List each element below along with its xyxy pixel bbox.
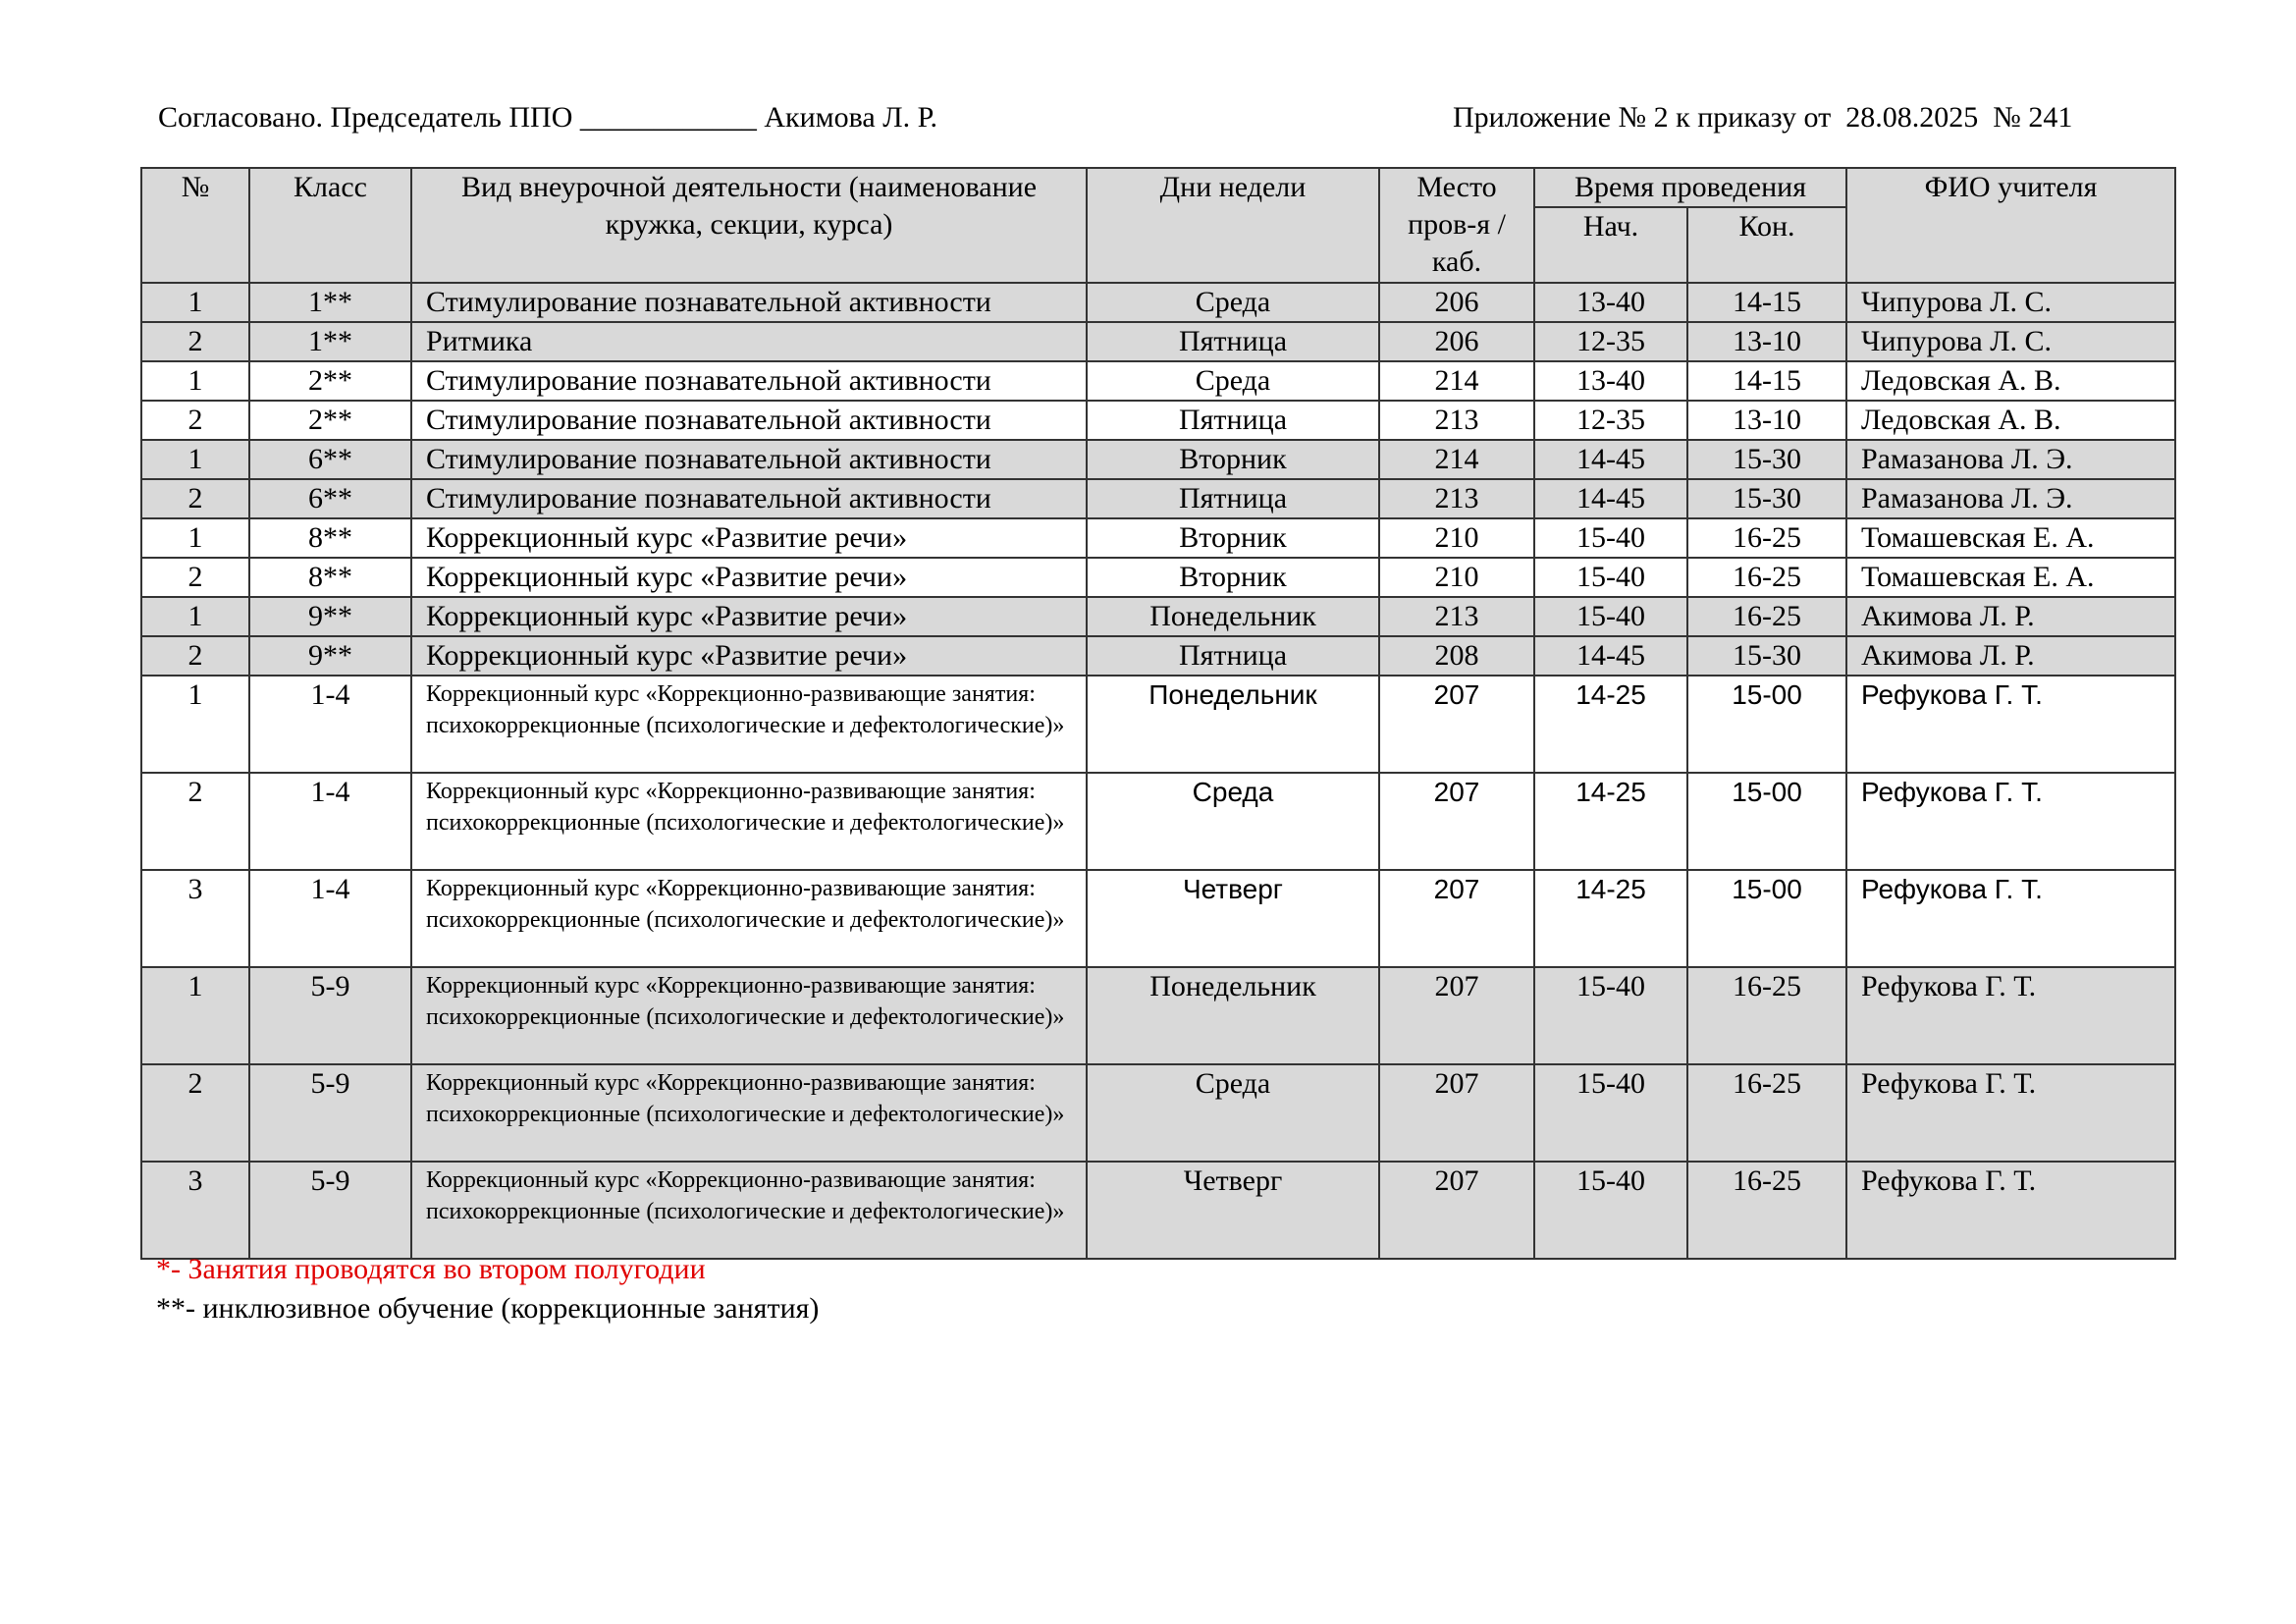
- cell-day: Среда: [1087, 283, 1379, 322]
- cell-class: 2**: [249, 401, 411, 440]
- cell-activity: Стимулирование познавательной активности: [411, 283, 1087, 322]
- cell-room: 207: [1379, 773, 1534, 870]
- cell-num: 1: [141, 518, 249, 558]
- cell-class: 2**: [249, 361, 411, 401]
- cell-room: 208: [1379, 636, 1534, 676]
- cell-end: 15-30: [1687, 636, 1846, 676]
- cell-teacher: Рефукова Г. Т.: [1846, 870, 2175, 967]
- cell-activity: Стимулирование познавательной активности: [411, 479, 1087, 518]
- col-header-num: №: [141, 168, 249, 283]
- cell-num: 2: [141, 1064, 249, 1162]
- cell-teacher: Томашевская Е. А.: [1846, 558, 2175, 597]
- col-header-end: Кон.: [1687, 207, 1846, 283]
- cell-day: Пятница: [1087, 401, 1379, 440]
- cell-activity: Коррекционный курс «Развитие речи»: [411, 518, 1087, 558]
- col-header-start: Нач.: [1534, 207, 1687, 283]
- cell-end: 14-15: [1687, 283, 1846, 322]
- cell-class: 5-9: [249, 1064, 411, 1162]
- col-header-days: Дни недели: [1087, 168, 1379, 283]
- cell-room: 207: [1379, 967, 1534, 1064]
- col-header-time: Время проведения: [1534, 168, 1846, 207]
- cell-class: 5-9: [249, 967, 411, 1064]
- cell-day: Среда: [1087, 773, 1379, 870]
- cell-teacher: Рефукова Г. Т.: [1846, 1064, 2175, 1162]
- cell-num: 3: [141, 870, 249, 967]
- cell-teacher: Рамазанова Л. Э.: [1846, 479, 2175, 518]
- cell-teacher: Рефукова Г. Т.: [1846, 967, 2175, 1064]
- cell-class: 5-9: [249, 1162, 411, 1259]
- cell-end: 15-30: [1687, 479, 1846, 518]
- cell-end: 15-00: [1687, 676, 1846, 773]
- table-row: [141, 1064, 2175, 1162]
- cell-start: 12-35: [1534, 401, 1687, 440]
- cell-class: 1-4: [249, 870, 411, 967]
- table-row: [141, 401, 2175, 440]
- cell-num: 1: [141, 597, 249, 636]
- cell-activity: Коррекционный курс «Коррекционно-развивающие занятия: психокоррекционные (психологические и дефектологические)»: [411, 1162, 1087, 1259]
- table-row: [141, 479, 2175, 518]
- cell-num: 1: [141, 440, 249, 479]
- table-row: [141, 440, 2175, 479]
- cell-end: 16-25: [1687, 597, 1846, 636]
- cell-num: 2: [141, 636, 249, 676]
- cell-room: 213: [1379, 479, 1534, 518]
- cell-day: Среда: [1087, 1064, 1379, 1162]
- cell-teacher: Акимова Л. Р.: [1846, 636, 2175, 676]
- cell-day: Четверг: [1087, 1162, 1379, 1259]
- cell-day: Вторник: [1087, 440, 1379, 479]
- cell-class: 9**: [249, 636, 411, 676]
- cell-teacher: Акимова Л. Р.: [1846, 597, 2175, 636]
- cell-teacher: Чипурова Л. С.: [1846, 283, 2175, 322]
- table-row: [141, 322, 2175, 361]
- cell-start: 14-25: [1534, 676, 1687, 773]
- cell-day: Понедельник: [1087, 967, 1379, 1064]
- cell-end: 15-30: [1687, 440, 1846, 479]
- cell-activity: Коррекционный курс «Коррекционно-развивающие занятия: психокоррекционные (психологические и дефектологические)»: [411, 967, 1087, 1064]
- cell-end: 15-00: [1687, 870, 1846, 967]
- cell-day: Понедельник: [1087, 676, 1379, 773]
- cell-start: 14-45: [1534, 636, 1687, 676]
- cell-start: 15-40: [1534, 558, 1687, 597]
- cell-start: 14-25: [1534, 773, 1687, 870]
- cell-activity: Ритмика: [411, 322, 1087, 361]
- table-row: [141, 1162, 2175, 1259]
- cell-start: 13-40: [1534, 361, 1687, 401]
- cell-day: Вторник: [1087, 518, 1379, 558]
- cell-num: 2: [141, 558, 249, 597]
- cell-start: 15-40: [1534, 518, 1687, 558]
- cell-end: 14-15: [1687, 361, 1846, 401]
- cell-class: 1-4: [249, 676, 411, 773]
- cell-num: 3: [141, 1162, 249, 1259]
- col-header-activity: Вид внеурочной деятельности (наименование кружка, секции, курса): [411, 168, 1087, 283]
- cell-room: 210: [1379, 558, 1534, 597]
- table-row: [141, 283, 2175, 322]
- cell-end: 13-10: [1687, 322, 1846, 361]
- cell-day: Среда: [1087, 361, 1379, 401]
- col-header-teacher: ФИО учителя: [1846, 168, 2175, 283]
- cell-activity: Коррекционный курс «Развитие речи»: [411, 558, 1087, 597]
- cell-class: 1**: [249, 283, 411, 322]
- cell-end: 13-10: [1687, 401, 1846, 440]
- cell-activity: Коррекционный курс «Коррекционно-развивающие занятия: психокоррекционные (психологические и дефектологические)»: [411, 773, 1087, 870]
- approval-line: Согласовано. Председатель ППО ____________ Акимова Л. Р.: [158, 101, 938, 134]
- cell-room: 213: [1379, 597, 1534, 636]
- cell-teacher: Рефукова Г. Т.: [1846, 773, 2175, 870]
- cell-activity: Коррекционный курс «Коррекционно-развивающие занятия: психокоррекционные (психологические и дефектологические)»: [411, 1064, 1087, 1162]
- cell-teacher: Рефукова Г. Т.: [1846, 1162, 2175, 1259]
- cell-num: 1: [141, 676, 249, 773]
- cell-end: 16-25: [1687, 1064, 1846, 1162]
- cell-num: 2: [141, 322, 249, 361]
- cell-teacher: Рефукова Г. Т.: [1846, 676, 2175, 773]
- cell-room: 210: [1379, 518, 1534, 558]
- cell-end: 15-00: [1687, 773, 1846, 870]
- cell-end: 16-25: [1687, 558, 1846, 597]
- cell-room: 214: [1379, 440, 1534, 479]
- cell-start: 14-45: [1534, 479, 1687, 518]
- table-row: [141, 636, 2175, 676]
- cell-num: 1: [141, 283, 249, 322]
- cell-num: 2: [141, 401, 249, 440]
- cell-class: 8**: [249, 518, 411, 558]
- cell-num: 2: [141, 479, 249, 518]
- cell-class: 9**: [249, 597, 411, 636]
- table-row: [141, 518, 2175, 558]
- cell-class: 8**: [249, 558, 411, 597]
- cell-activity: Коррекционный курс «Развитие речи»: [411, 636, 1087, 676]
- table-row: [141, 558, 2175, 597]
- cell-num: 1: [141, 967, 249, 1064]
- cell-num: 1: [141, 361, 249, 401]
- table-row: [141, 967, 2175, 1064]
- cell-activity: Коррекционный курс «Развитие речи»: [411, 597, 1087, 636]
- cell-start: 15-40: [1534, 1162, 1687, 1259]
- footnote-inclusive: **- инклюзивное обучение (коррекционные занятия): [156, 1292, 820, 1325]
- cell-room: 214: [1379, 361, 1534, 401]
- cell-activity: Коррекционный курс «Коррекционно-развивающие занятия: психокоррекционные (психологические и дефектологические)»: [411, 870, 1087, 967]
- cell-teacher: Томашевская Е. А.: [1846, 518, 2175, 558]
- table-row: [141, 361, 2175, 401]
- cell-room: 213: [1379, 401, 1534, 440]
- cell-start: 15-40: [1534, 1064, 1687, 1162]
- cell-teacher: Чипурова Л. С.: [1846, 322, 2175, 361]
- schedule-table: [140, 167, 2176, 1260]
- cell-start: 14-25: [1534, 870, 1687, 967]
- cell-day: Пятница: [1087, 322, 1379, 361]
- cell-class: 1**: [249, 322, 411, 361]
- col-header-place: Место пров-я /каб.: [1379, 168, 1534, 283]
- cell-teacher: Рамазанова Л. Э.: [1846, 440, 2175, 479]
- header-row: [141, 168, 2175, 207]
- cell-day: Пятница: [1087, 636, 1379, 676]
- cell-end: 16-25: [1687, 967, 1846, 1064]
- cell-class: 6**: [249, 440, 411, 479]
- cell-start: 15-40: [1534, 597, 1687, 636]
- cell-room: 207: [1379, 1064, 1534, 1162]
- cell-day: Четверг: [1087, 870, 1379, 967]
- footnote-second-half-year: *- Занятия проводятся во втором полугодии: [156, 1253, 706, 1285]
- cell-room: 206: [1379, 322, 1534, 361]
- cell-activity: Коррекционный курс «Коррекционно-развивающие занятия: психокоррекционные (психологические и дефектологические)»: [411, 676, 1087, 773]
- table-row: [141, 676, 2175, 773]
- cell-start: 14-45: [1534, 440, 1687, 479]
- cell-day: Вторник: [1087, 558, 1379, 597]
- cell-activity: Стимулирование познавательной активности: [411, 361, 1087, 401]
- cell-day: Понедельник: [1087, 597, 1379, 636]
- cell-activity: Стимулирование познавательной активности: [411, 401, 1087, 440]
- table-row: [141, 870, 2175, 967]
- cell-start: 12-35: [1534, 322, 1687, 361]
- cell-num: 2: [141, 773, 249, 870]
- cell-end: 16-25: [1687, 518, 1846, 558]
- cell-start: 13-40: [1534, 283, 1687, 322]
- cell-class: 6**: [249, 479, 411, 518]
- appendix-reference: Приложение № 2 к приказу от 28.08.2025 № 241: [1453, 101, 2073, 134]
- cell-activity: Стимулирование познавательной активности: [411, 440, 1087, 479]
- table-row: [141, 773, 2175, 870]
- table-row: [141, 597, 2175, 636]
- cell-end: 16-25: [1687, 1162, 1846, 1259]
- col-header-class: Класс: [249, 168, 411, 283]
- cell-room: 207: [1379, 870, 1534, 967]
- cell-room: 207: [1379, 676, 1534, 773]
- cell-start: 15-40: [1534, 967, 1687, 1064]
- cell-teacher: Ледовская А. В.: [1846, 361, 2175, 401]
- cell-room: 207: [1379, 1162, 1534, 1259]
- cell-class: 1-4: [249, 773, 411, 870]
- cell-teacher: Ледовская А. В.: [1846, 401, 2175, 440]
- cell-room: 206: [1379, 283, 1534, 322]
- cell-day: Пятница: [1087, 479, 1379, 518]
